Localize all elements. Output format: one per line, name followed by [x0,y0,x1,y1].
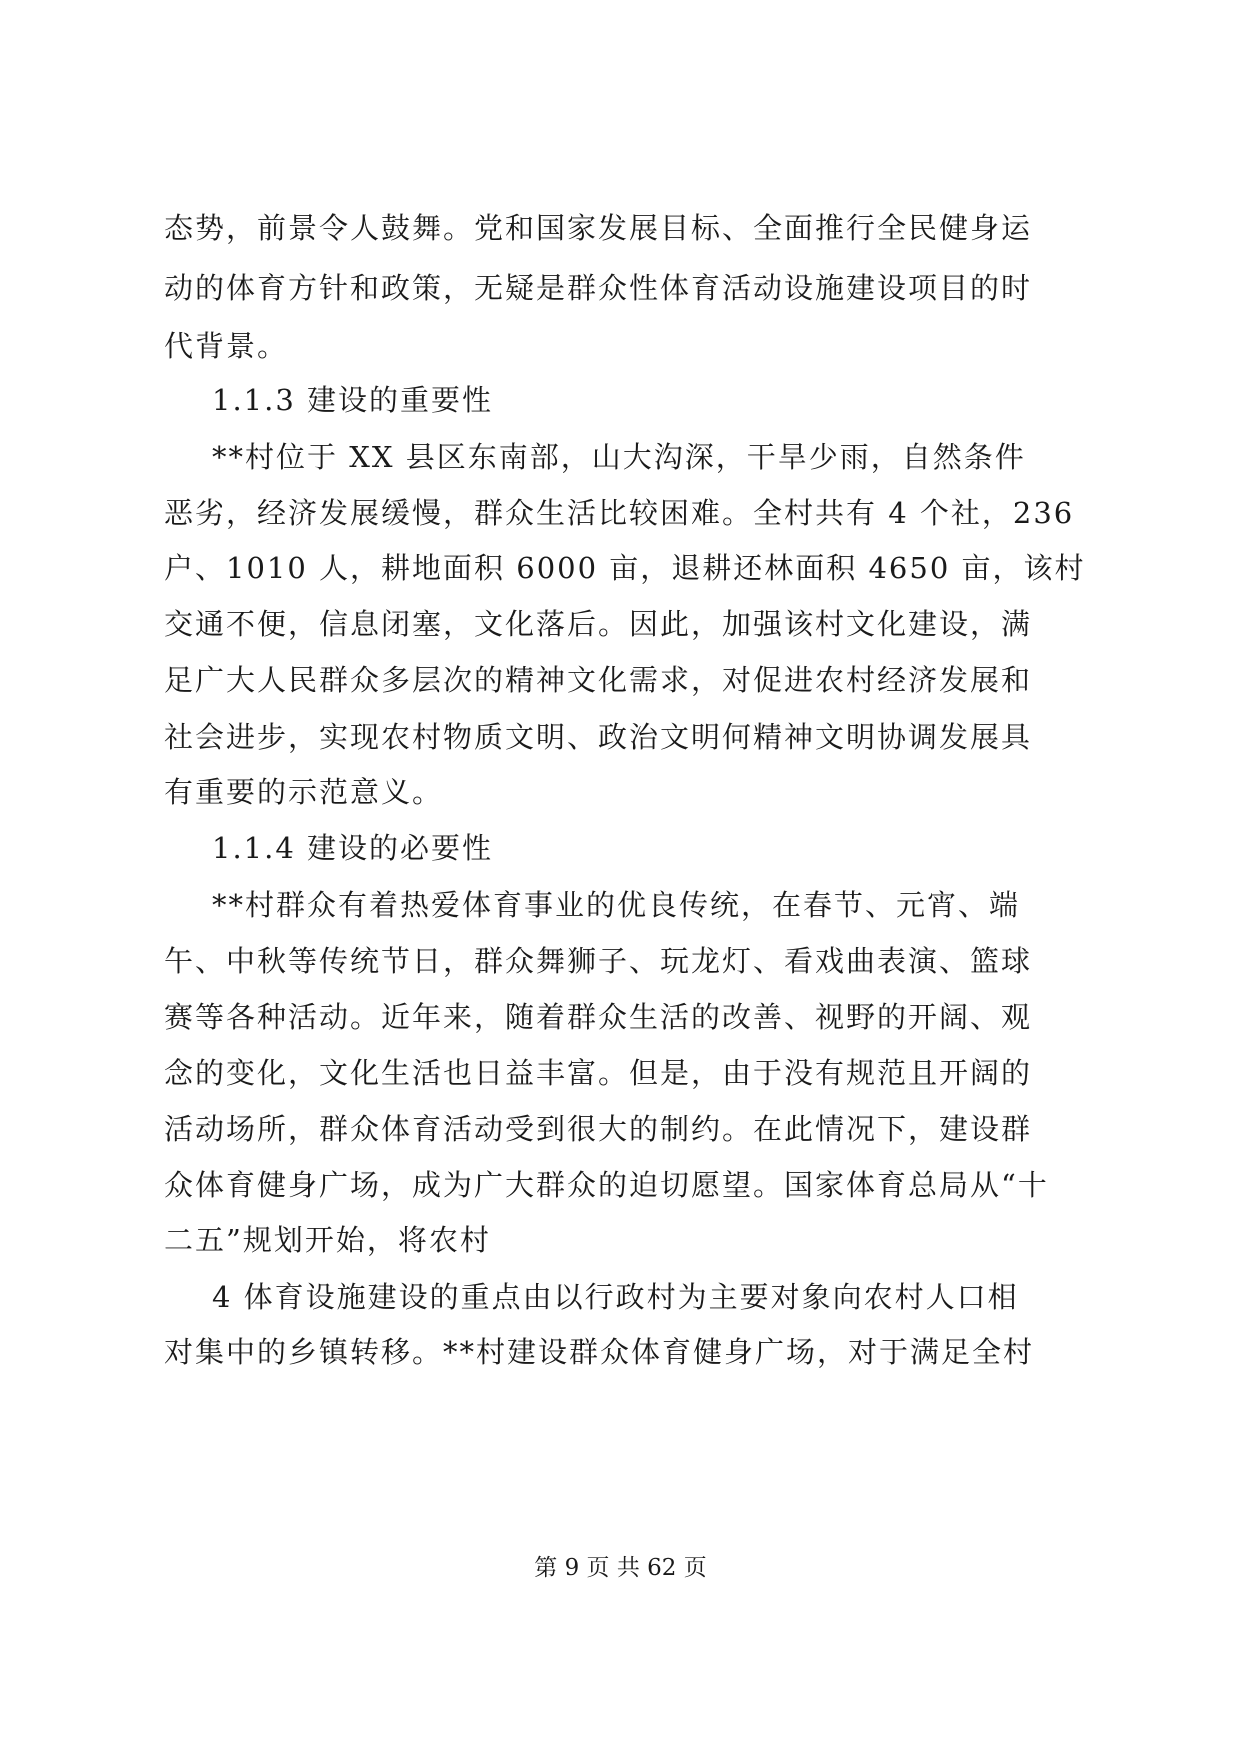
body-line: **村群众有着热爱体育事业的优良传统，在春节、元宵、端 [212,888,1021,922]
body-line: 有重要的示范意义。 [164,775,444,809]
body-line: 对集中的乡镇转移。**村建设群众体育健身广场，对于满足全村 [164,1335,1035,1369]
section-heading-1-1-4: 1.1.4 建设的必要性 [212,831,494,865]
body-line: **村位于 XX 县区东南部，山大沟深，干旱少雨，自然条件 [212,440,1026,474]
body-line: 动的体育方针和政策，无疑是群众性体育活动设施建设项目的时 [164,271,1033,305]
body-line: 交通不便，信息闭塞，文化落后。因此，加强该村文化建设，满 [164,607,1033,641]
body-line: 态势，前景令人鼓舞。党和国家发展目标、全面推行全民健身运 [164,211,1033,245]
body-line: 户、1010 人，耕地面积 6000 亩，退耕还林面积 4650 亩，该村 [164,551,1086,585]
body-line: 社会进步，实现农村物质文明、政治文明何精神文明协调发展具 [164,720,1033,754]
body-line: 足广大人民群众多层次的精神文化需求，对促进农村经济发展和 [164,663,1033,697]
page-footer-label: 第 9 页 共 62 页 [534,1555,707,1581]
body-line: 众体育健身广场，成为广大群众的迫切愿望。国家体育总局从“十 [164,1168,1049,1202]
body-line: 赛等各种活动。近年来，随着群众生活的改善、视野的开阔、观 [164,1000,1033,1034]
body-line: 4 体育设施建设的重点由以行政村为主要对象向农村人口相 [212,1280,1019,1314]
body-line: 念的变化，文化生活也日益丰富。但是，由于没有规范且开阔的 [164,1056,1033,1090]
body-line: 代背景。 [164,329,289,363]
section-heading-1-1-3: 1.1.3 建设的重要性 [212,383,494,417]
body-line: 二五”规划开始，将农村 [164,1223,491,1257]
body-line: 活动场所，群众体育活动受到很大的制约。在此情况下，建设群 [164,1112,1033,1146]
body-line: 恶劣，经济发展缓慢，群众生活比较困难。全村共有 4 个社，236 [164,496,1075,530]
body-line: 午、中秋等传统节日，群众舞狮子、玩龙灯、看戏曲表演、篮球 [164,944,1033,978]
